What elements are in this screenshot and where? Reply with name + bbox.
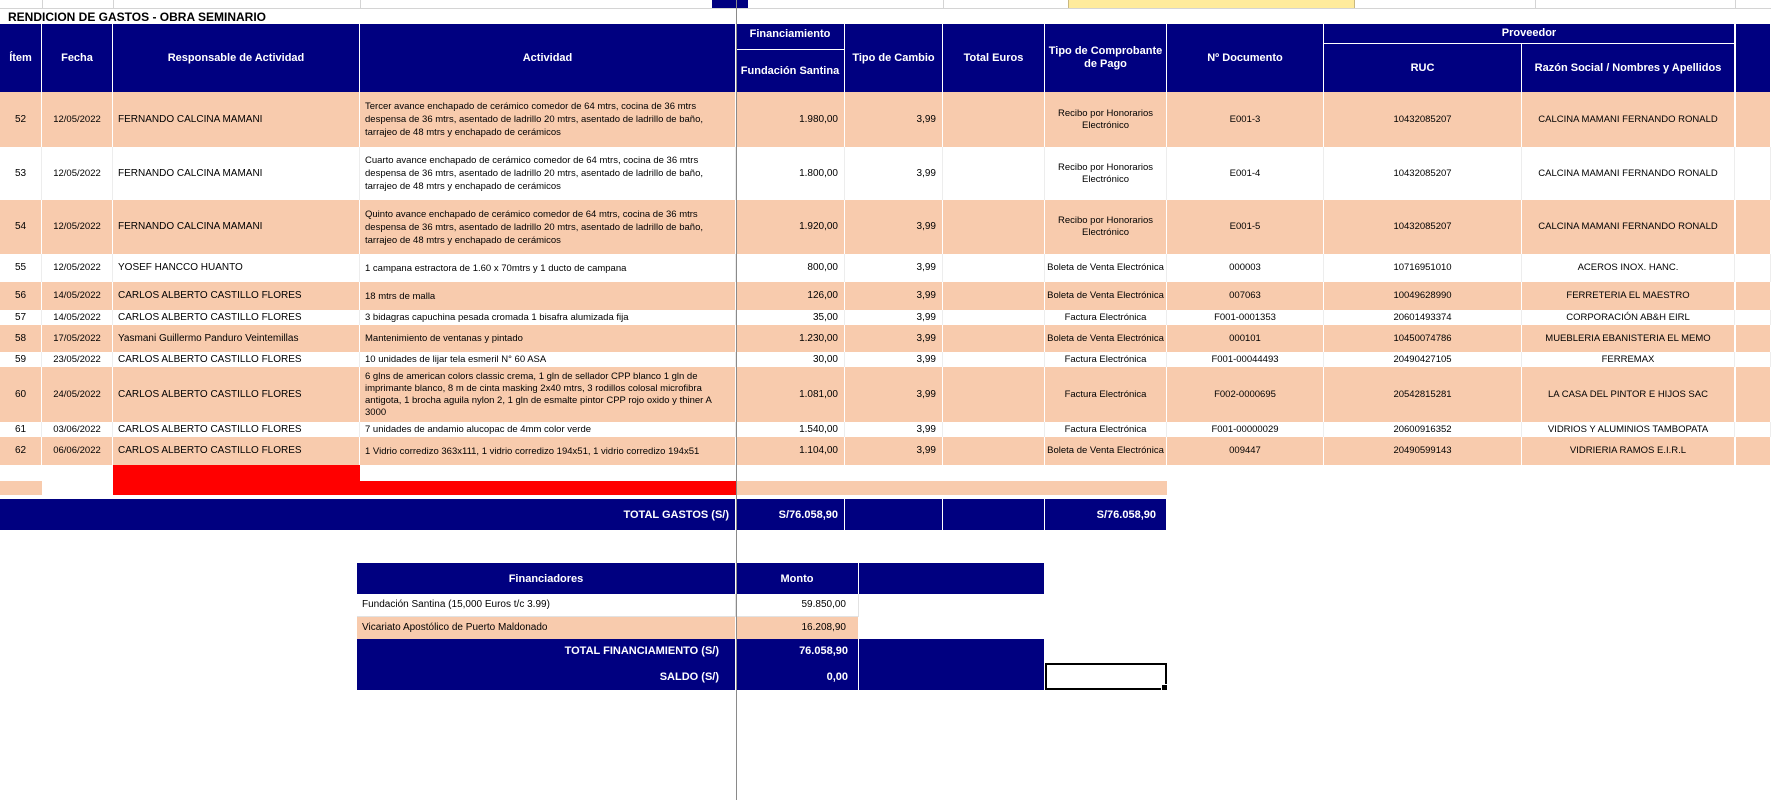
summary-row <box>0 594 1771 617</box>
shaded-cell[interactable] <box>736 481 1167 495</box>
summary-financiador-label[interactable]: Vicariato Apostólico de Puerto Maldonado <box>357 617 736 639</box>
cell-cambio[interactable]: 3,99 <box>845 352 943 367</box>
table-row <box>0 422 1771 437</box>
cell-fecha[interactable]: 12/05/2022 <box>42 200 113 254</box>
cell-actividad[interactable]: 18 mtrs de malla <box>360 282 736 310</box>
cell-cambio[interactable]: 3,99 <box>845 437 943 465</box>
cell-razon[interactable]: LA CASA DEL PINTOR E HIJOS SAC <box>1522 367 1735 422</box>
header-documento[interactable]: Nº Documento <box>1167 24 1324 92</box>
table-row <box>0 310 1771 325</box>
cell-responsable[interactable]: Yasmani Guillermo Panduro Veintemillas <box>113 325 360 352</box>
cell-comprobante[interactable]: Boleta de Venta Electrónica <box>1045 325 1167 352</box>
cell-ruc[interactable]: 10432085207 <box>1324 92 1522 147</box>
cell-ruc[interactable]: 10450074786 <box>1324 325 1522 352</box>
red-filled-cell[interactable] <box>113 481 736 495</box>
cell-responsable[interactable]: CARLOS ALBERTO CASTILLO FLORES <box>113 437 360 465</box>
cell-item[interactable]: 59 <box>0 352 42 367</box>
cell-documento[interactable]: E001-5 <box>1167 200 1324 254</box>
header-actividad[interactable]: Actividad <box>360 24 736 92</box>
cell-item[interactable]: 53 <box>0 147 42 200</box>
cell-ruc[interactable]: 10049628990 <box>1324 282 1522 310</box>
table-row <box>0 367 1771 422</box>
cell-extra[interactable] <box>1736 352 1771 367</box>
cell-ruc[interactable]: 20490427105 <box>1324 352 1522 367</box>
cell-extra[interactable] <box>1736 147 1771 200</box>
cell-ruc[interactable]: 20490599143 <box>1324 437 1522 465</box>
cell-euros[interactable] <box>943 352 1045 367</box>
cell-comprobante[interactable]: Recibo por Honorarios Electrónico <box>1045 92 1167 147</box>
cell-comprobante[interactable]: Factura Electrónica <box>1045 367 1167 422</box>
cell-cambio[interactable]: 3,99 <box>845 147 943 200</box>
cell-responsable[interactable]: CARLOS ALBERTO CASTILLO FLORES <box>113 367 360 422</box>
cell-euros[interactable] <box>943 200 1045 254</box>
total-financiamiento-value[interactable]: 76.058,90 <box>736 639 859 663</box>
cell-actividad[interactable]: Quinto avance enchapado de cerámico comedor de 64 mtrs, cocina de 36 mtrs despensa de 36 mtrs, asentado de ladrillo 20 mtrs, asentado de ladrillo de baño, tarrajeo de 48 mtrs y enchapado de cerámicos <box>360 200 736 254</box>
summary-financiador-label[interactable]: Fundación Santina (15,000 Euros t/c 3.99) <box>357 594 736 617</box>
header-total-euros[interactable]: Total Euros <box>943 24 1045 92</box>
cell-documento[interactable]: F001-00044493 <box>1167 352 1324 367</box>
gridline <box>1535 0 1536 8</box>
cell-actividad[interactable]: Cuarto avance enchapado de cerámico comedor de 64 mtrs, cocina de 36 mtrs despensa de 36 mtrs, asentado de ladrillo 20 mtrs, asentado de ladrillo de baño, tarrajeo de 48 mtrs y enchapado de cerámicos <box>360 147 736 200</box>
cell-razon[interactable]: VIDRIOS Y ALUMINIOS TAMBOPATA <box>1522 422 1735 437</box>
gridline <box>113 0 114 8</box>
summary-saldo-row <box>0 663 1771 690</box>
spacer-row <box>0 481 1771 495</box>
table-row <box>0 92 1771 147</box>
cell-extra[interactable] <box>1736 92 1771 147</box>
cell-actividad[interactable]: 1 Vidrio corredizo 363x111, 1 vidrio corredizo 194x51, 1 vidrio corredizo 194x51 <box>360 437 736 465</box>
cell-comprobante[interactable]: Factura Electrónica <box>1045 422 1167 437</box>
cell-cambio[interactable]: 3,99 <box>845 200 943 254</box>
cell-fundacion[interactable]: 1.230,00 <box>736 325 845 352</box>
cell-documento[interactable]: 007063 <box>1167 282 1324 310</box>
cell-actividad[interactable]: 10 unidades de lijar tela esmeril N° 60 ASA <box>360 352 736 367</box>
summary-saldo-empty[interactable] <box>859 663 1045 690</box>
summary-total-row <box>0 639 1771 663</box>
cell-euros[interactable] <box>943 92 1045 147</box>
header-financiamiento-label: Financiamiento <box>749 28 831 40</box>
cell-razon[interactable]: ACEROS INOX. HANC. <box>1522 254 1735 282</box>
cell-item[interactable]: 61 <box>0 422 42 437</box>
fill-handle[interactable] <box>1161 684 1168 691</box>
spacer-row <box>0 465 1771 481</box>
cell-fecha[interactable]: 06/06/2022 <box>42 437 113 465</box>
cell-actividad[interactable]: Tercer avance enchapado de cerámico comedor de 64 mtrs, cocina de 36 mtrs despensa de 36 mtrs, asentado de ladrillo 20 mtrs, asentado de ladrillo de baño, tarrajeo de 48 mtrs y enchapado de cerámicos <box>360 92 736 147</box>
cell-razon[interactable]: MUEBLERIA EBANISTERIA EL MEMO <box>1522 325 1735 352</box>
cell-cambio[interactable]: 3,99 <box>845 422 943 437</box>
cell-item[interactable]: 57 <box>0 310 42 325</box>
cell-actividad[interactable]: 7 unidades de andamio alucopac de 4mm color verde <box>360 422 736 437</box>
cell-cambio[interactable]: 3,99 <box>845 325 943 352</box>
cell-documento[interactable]: 009447 <box>1167 437 1324 465</box>
table-row <box>0 147 1771 200</box>
shaded-cell[interactable] <box>0 481 42 495</box>
header-fundacion-santina[interactable]: Fundación Santina <box>736 50 845 92</box>
cell-fecha[interactable]: 12/05/2022 <box>42 147 113 200</box>
cell-cambio[interactable]: 3,99 <box>845 282 943 310</box>
cell-extra[interactable] <box>1736 422 1771 437</box>
summary-financiador-monto[interactable]: 16.208,90 <box>736 617 859 639</box>
cell-responsable[interactable]: CARLOS ALBERTO CASTILLO FLORES <box>113 310 360 325</box>
cell-euros[interactable] <box>943 325 1045 352</box>
total-gastos-row <box>0 499 1771 530</box>
cell-extra[interactable] <box>1736 437 1771 465</box>
total-gastos-comprobante-value[interactable]: S/76.058,90 <box>1045 499 1167 530</box>
cell-comprobante[interactable]: Boleta de Venta Electrónica <box>1045 282 1167 310</box>
summary-header-monto[interactable]: Monto <box>736 563 859 594</box>
header-extra-column[interactable] <box>1736 24 1771 92</box>
cell-euros[interactable] <box>943 437 1045 465</box>
cell-cambio[interactable]: 3,99 <box>845 367 943 422</box>
cell-comprobante[interactable]: Recibo por Honorarios Electrónico <box>1045 200 1167 254</box>
cell-item[interactable]: 58 <box>0 325 42 352</box>
red-filled-cell[interactable] <box>113 465 360 481</box>
cell-fecha[interactable]: 23/05/2022 <box>42 352 113 367</box>
cell-euros[interactable] <box>943 422 1045 437</box>
gridline <box>360 0 361 8</box>
cell-documento[interactable]: 000003 <box>1167 254 1324 282</box>
cell-responsable[interactable]: FERNANDO CALCINA MAMANI <box>113 92 360 147</box>
header-tipo-cambio[interactable]: Tipo de Cambio <box>845 24 943 92</box>
header-fecha[interactable]: Fecha <box>42 24 113 92</box>
cell-documento[interactable]: F001-0001353 <box>1167 310 1324 325</box>
summary-total-empty[interactable] <box>859 639 1045 663</box>
cell-ruc[interactable]: 20601493374 <box>1324 310 1522 325</box>
summary-header-financiadores[interactable]: Financiadores <box>357 563 736 594</box>
cell-documento[interactable]: 000101 <box>1167 325 1324 352</box>
cell-responsable[interactable]: YOSEF HANCCO HUANTO <box>113 254 360 282</box>
saldo-value[interactable]: 0,00 <box>736 663 859 690</box>
cell-responsable[interactable]: FERNANDO CALCINA MAMANI <box>113 147 360 200</box>
cell-item[interactable]: 52 <box>0 92 42 147</box>
cell-item[interactable]: 55 <box>0 254 42 282</box>
cell-fundacion[interactable]: 1.540,00 <box>736 422 845 437</box>
total-financiamiento-label[interactable]: TOTAL FINANCIAMIENTO (S/) <box>357 639 736 663</box>
table-row <box>0 437 1771 465</box>
cell-fecha[interactable]: 24/05/2022 <box>42 367 113 422</box>
cell-extra[interactable] <box>1736 367 1771 422</box>
total-gastos-empty-cell[interactable] <box>943 499 1045 530</box>
cell-responsable[interactable]: CARLOS ALBERTO CASTILLO FLORES <box>113 352 360 367</box>
cell-comprobante[interactable]: Boleta de Venta Electrónica <box>1045 437 1167 465</box>
cell-razon[interactable]: CALCINA MAMANI FERNANDO RONALD <box>1522 92 1735 147</box>
cell-fundacion[interactable]: 1.920,00 <box>736 200 845 254</box>
cell-euros[interactable] <box>943 147 1045 200</box>
cell-euros[interactable] <box>943 254 1045 282</box>
gridline <box>943 0 944 8</box>
cell-ruc[interactable]: 10432085207 <box>1324 147 1522 200</box>
cell-fecha[interactable]: 03/06/2022 <box>42 422 113 437</box>
cell-extra[interactable] <box>1736 310 1771 325</box>
cell-item[interactable]: 54 <box>0 200 42 254</box>
cell-documento[interactable]: F002-0000695 <box>1167 367 1324 422</box>
table-row <box>0 200 1771 254</box>
table-row <box>0 352 1771 367</box>
cell-actividad[interactable]: 3 bidagras capuchina pesada cromada 1 bisafra alumizada fija <box>360 310 736 325</box>
total-gastos-empty-cell[interactable] <box>845 499 943 530</box>
cell-fecha[interactable]: 14/05/2022 <box>42 310 113 325</box>
cell-comprobante[interactable]: Factura Electrónica <box>1045 352 1167 367</box>
cell-fundacion[interactable]: 126,00 <box>736 282 845 310</box>
header-proveedor[interactable]: Proveedor <box>1324 24 1735 44</box>
cell-item[interactable]: 62 <box>0 437 42 465</box>
selected-cell[interactable] <box>1045 663 1167 690</box>
cell-extra[interactable] <box>1736 282 1771 310</box>
cell-ruc[interactable]: 20600916352 <box>1324 422 1522 437</box>
summary-financiador-monto[interactable]: 59.850,00 <box>736 594 859 617</box>
cell-responsable[interactable]: CARLOS ALBERTO CASTILLO FLORES <box>113 422 360 437</box>
saldo-label[interactable]: SALDO (S/) <box>357 663 736 690</box>
header-razon[interactable]: Razón Social / Nombres y Apellidos <box>1522 44 1735 92</box>
cell-fundacion[interactable]: 30,00 <box>736 352 845 367</box>
cell-fecha[interactable]: 12/05/2022 <box>42 92 113 147</box>
cell-euros[interactable] <box>943 310 1045 325</box>
clipped-navy-cell[interactable] <box>712 0 748 8</box>
summary-row <box>0 617 1771 639</box>
cell-comprobante[interactable]: Recibo por Honorarios Electrónico <box>1045 147 1167 200</box>
cell-responsable[interactable]: CARLOS ALBERTO CASTILLO FLORES <box>113 282 360 310</box>
cell-fundacion[interactable]: 35,00 <box>736 310 845 325</box>
gridline <box>42 0 43 8</box>
cell-item[interactable]: 56 <box>0 282 42 310</box>
cell-cambio[interactable]: 3,99 <box>845 92 943 147</box>
cell-ruc[interactable]: 10716951010 <box>1324 254 1522 282</box>
cell-documento[interactable]: E001-3 <box>1167 92 1324 147</box>
table-header-row <box>0 24 1771 92</box>
cell-razon[interactable]: CORPORACIÓN AB&H EIRL <box>1522 310 1735 325</box>
cell-item[interactable]: 60 <box>0 367 42 422</box>
cell-razon[interactable]: CALCINA MAMANI FERNANDO RONALD <box>1522 200 1735 254</box>
cell-actividad[interactable]: Mantenimiento de ventanas y pintado <box>360 325 736 352</box>
cell-comprobante[interactable]: Boleta de Venta Electrónica <box>1045 254 1167 282</box>
header-item[interactable]: Ítem <box>0 24 42 92</box>
cell-comprobante[interactable]: Factura Electrónica <box>1045 310 1167 325</box>
summary-header-empty[interactable] <box>859 563 1045 594</box>
cell-cambio[interactable]: 3,99 <box>845 310 943 325</box>
cell-euros[interactable] <box>943 367 1045 422</box>
gridline <box>1735 0 1736 8</box>
cell-fundacion[interactable]: 1.980,00 <box>736 92 845 147</box>
cell-extra[interactable] <box>1736 325 1771 352</box>
cell-fecha[interactable]: 12/05/2022 <box>42 254 113 282</box>
clipped-yellow-cell[interactable] <box>1068 0 1355 8</box>
header-ruc[interactable]: RUC <box>1324 44 1522 92</box>
cell-cambio[interactable]: 3,99 <box>845 254 943 282</box>
total-gastos-label[interactable]: TOTAL GASTOS (S/) <box>0 499 736 530</box>
table-row <box>0 325 1771 352</box>
total-gastos-fundacion-value[interactable]: S/76.058,90 <box>736 499 845 530</box>
summary-header-row <box>0 563 1771 594</box>
cell-razon[interactable]: FERREMAX <box>1522 352 1735 367</box>
cell-fecha[interactable]: 17/05/2022 <box>42 325 113 352</box>
page-break-line <box>736 0 737 800</box>
cell-fecha[interactable]: 14/05/2022 <box>42 282 113 310</box>
header-comprobante[interactable]: Tipo de Comprobante de Pago <box>1045 24 1167 92</box>
cell-extra[interactable] <box>1736 200 1771 254</box>
header-financiamiento[interactable] <box>736 24 845 50</box>
cell-extra[interactable] <box>1736 254 1771 282</box>
cell-razon[interactable]: FERRETERIA EL MAESTRO <box>1522 282 1735 310</box>
cell-fundacion[interactable]: 1.800,00 <box>736 147 845 200</box>
cell-actividad[interactable]: 1 campana estractora de 1.60 x 70mtrs y 1 ducto de campana <box>360 254 736 282</box>
cell-fundacion[interactable]: 1.081,00 <box>736 367 845 422</box>
cell-actividad[interactable]: 6 glns de american colors classic crema, 1 gln de sellador CPP blanco 1 gln de imprimante blanco, 8 m de cinta masking 2x40 mtrs, 3 rodillos colosal microfibra antigota, 1 brocha aguila nylon 2, 1 gln de esmalte pintor CPP rojo oxido y thiner A 3000 <box>360 367 736 422</box>
cell-documento[interactable]: E001-4 <box>1167 147 1324 200</box>
cell-euros[interactable] <box>943 282 1045 310</box>
cell-fundacion[interactable]: 800,00 <box>736 254 845 282</box>
cell-razon[interactable]: CALCINA MAMANI FERNANDO RONALD <box>1522 147 1735 200</box>
table-row <box>0 254 1771 282</box>
cell-responsable[interactable]: FERNANDO CALCINA MAMANI <box>113 200 360 254</box>
table-row <box>0 282 1771 310</box>
header-responsable[interactable]: Responsable de Actividad <box>113 24 360 92</box>
cell-ruc[interactable]: 20542815281 <box>1324 367 1522 422</box>
cell-fundacion[interactable]: 1.104,00 <box>736 437 845 465</box>
cell-documento[interactable]: F001-00000029 <box>1167 422 1324 437</box>
cell-ruc[interactable]: 10432085207 <box>1324 200 1522 254</box>
sheet-title: RENDICION DE GASTOS - OBRA SEMINARIO <box>8 9 267 24</box>
cell-razon[interactable]: VIDRIERIA RAMOS E.I.R.L <box>1522 437 1735 465</box>
